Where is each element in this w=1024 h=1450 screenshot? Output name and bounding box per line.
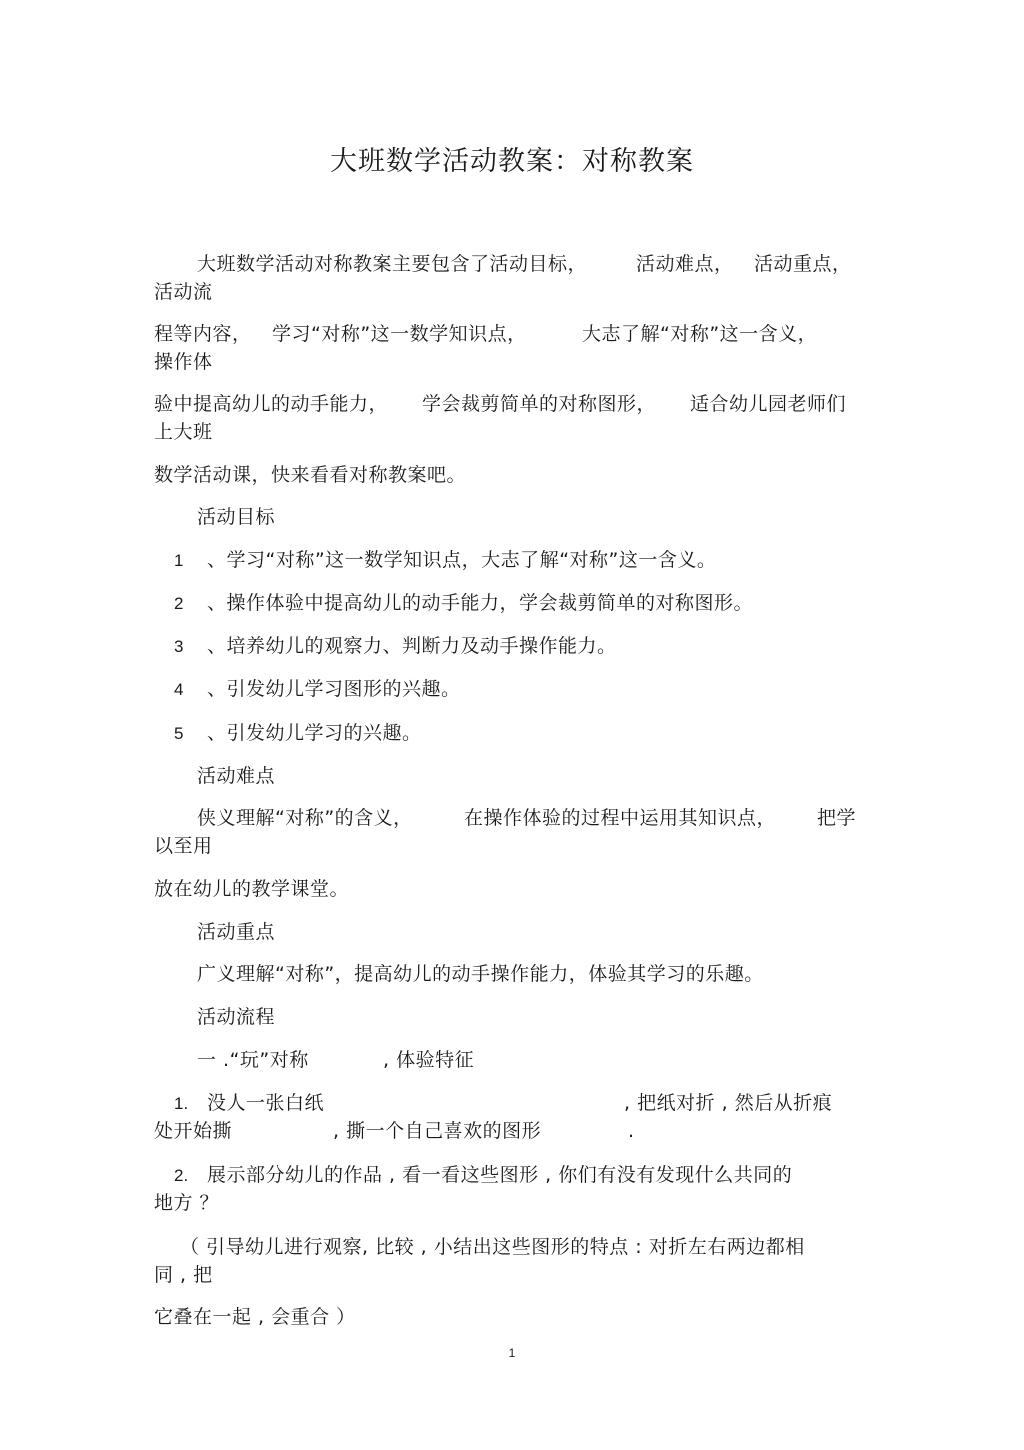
goal-text-1: 、学习“对称”这一数学知识点，大志了解“对称”这一含义。 [207, 549, 717, 571]
step-1-line-2b: , 撕一个自己喜欢的图形 [333, 1120, 542, 1142]
goal-number-5: 5 [174, 724, 184, 743]
step-2-line-2: 地方 ？ [154, 1192, 220, 1214]
intro-line-4: 数学活动课，快来看看对称教案吧。 [154, 464, 467, 486]
process-heading: 活动流程 [197, 1006, 276, 1028]
step-2-line-1: 展示部分幼儿的作品 , 看一看这些图形 , 你们有没有发现什么共同的 [207, 1164, 793, 1186]
difficulty-heading: 活动难点 [197, 765, 276, 787]
difficulty-line-1c: 把学 [817, 807, 857, 829]
goal-number-2: 2 [174, 594, 184, 613]
document-title: 大班数学活动教案：对称教案 [330, 146, 694, 177]
difficulty-line-1b: 在操作体验的过程中运用其知识点， [464, 807, 777, 829]
intro-line-1b: 活动难点， [636, 253, 734, 275]
goals-heading: 活动目标 [197, 506, 276, 528]
difficulty-line-1d: 以至用 [154, 835, 213, 857]
note-line-3: 它叠在一起 , 会重合 ） [154, 1306, 356, 1328]
step-1-line-2a: 处开始撕 [154, 1120, 233, 1142]
intro-line-2c: 大志了解“对称”这一含义， [582, 323, 818, 345]
step-1-line-1b: , 把纸对折 , 然后从折痕 [624, 1092, 833, 1114]
page-number: 1 [508, 1346, 516, 1360]
intro-line-1a: 大班数学活动对称教案主要包含了活动目标， [197, 253, 588, 275]
intro-line-3b: 学会裁剪简单的对称图形， [422, 393, 657, 415]
difficulty-line-2: 放在幼儿的教学课堂。 [154, 878, 350, 900]
goal-number-4: 4 [174, 680, 184, 699]
goal-number-3: 3 [174, 637, 184, 656]
focus-heading: 活动重点 [197, 921, 276, 943]
note-line-1: （ 引导幼儿进行观察, 比较 , 小结出这些图形的特点 : 对折左右两边都相 [180, 1236, 805, 1258]
intro-line-3c: 适合幼儿园老师们 [690, 393, 847, 415]
note-line-2: 同 , 把 [154, 1264, 213, 1286]
goal-text-4: 、引发幼儿学习图形的兴趣。 [207, 678, 461, 700]
intro-line-2d: 操作体 [154, 351, 213, 373]
goal-text-5: 、引发幼儿学习的兴趣。 [207, 722, 422, 744]
intro-line-2b: 学习“对称”这一数学知识点， [272, 323, 527, 345]
difficulty-line-1a: 侠义理解“对称”的含义， [197, 807, 413, 829]
intro-line-3a: 验中提高幼儿的动手能力， [154, 393, 389, 415]
goal-text-3: 、培养幼儿的观察力、判断力及动手操作能力。 [207, 635, 617, 657]
intro-line-1c: 活动重点， [754, 253, 852, 275]
step-1-number: 1. [174, 1094, 189, 1113]
step-1-line-2c: . [628, 1120, 635, 1142]
process-section-1a: 一 .“玩”对称 [197, 1049, 309, 1071]
step-1-line-1a: 没人一张白纸 [207, 1092, 325, 1114]
intro-line-1d: 活动流 [154, 281, 213, 303]
intro-line-2a: 程等内容， [154, 323, 252, 345]
focus-text: 广义理解“对称”，提高幼儿的动手操作能力，体验其学习的乐趣。 [197, 963, 764, 985]
goal-number-1: 1 [174, 551, 184, 570]
intro-line-3d: 上大班 [154, 421, 213, 443]
process-section-1b: , 体验特征 [383, 1049, 475, 1071]
goal-text-2: 、操作体验中提高幼儿的动手能力，学会裁剪简单的对称图形。 [207, 592, 754, 614]
step-2-number: 2. [174, 1166, 189, 1185]
